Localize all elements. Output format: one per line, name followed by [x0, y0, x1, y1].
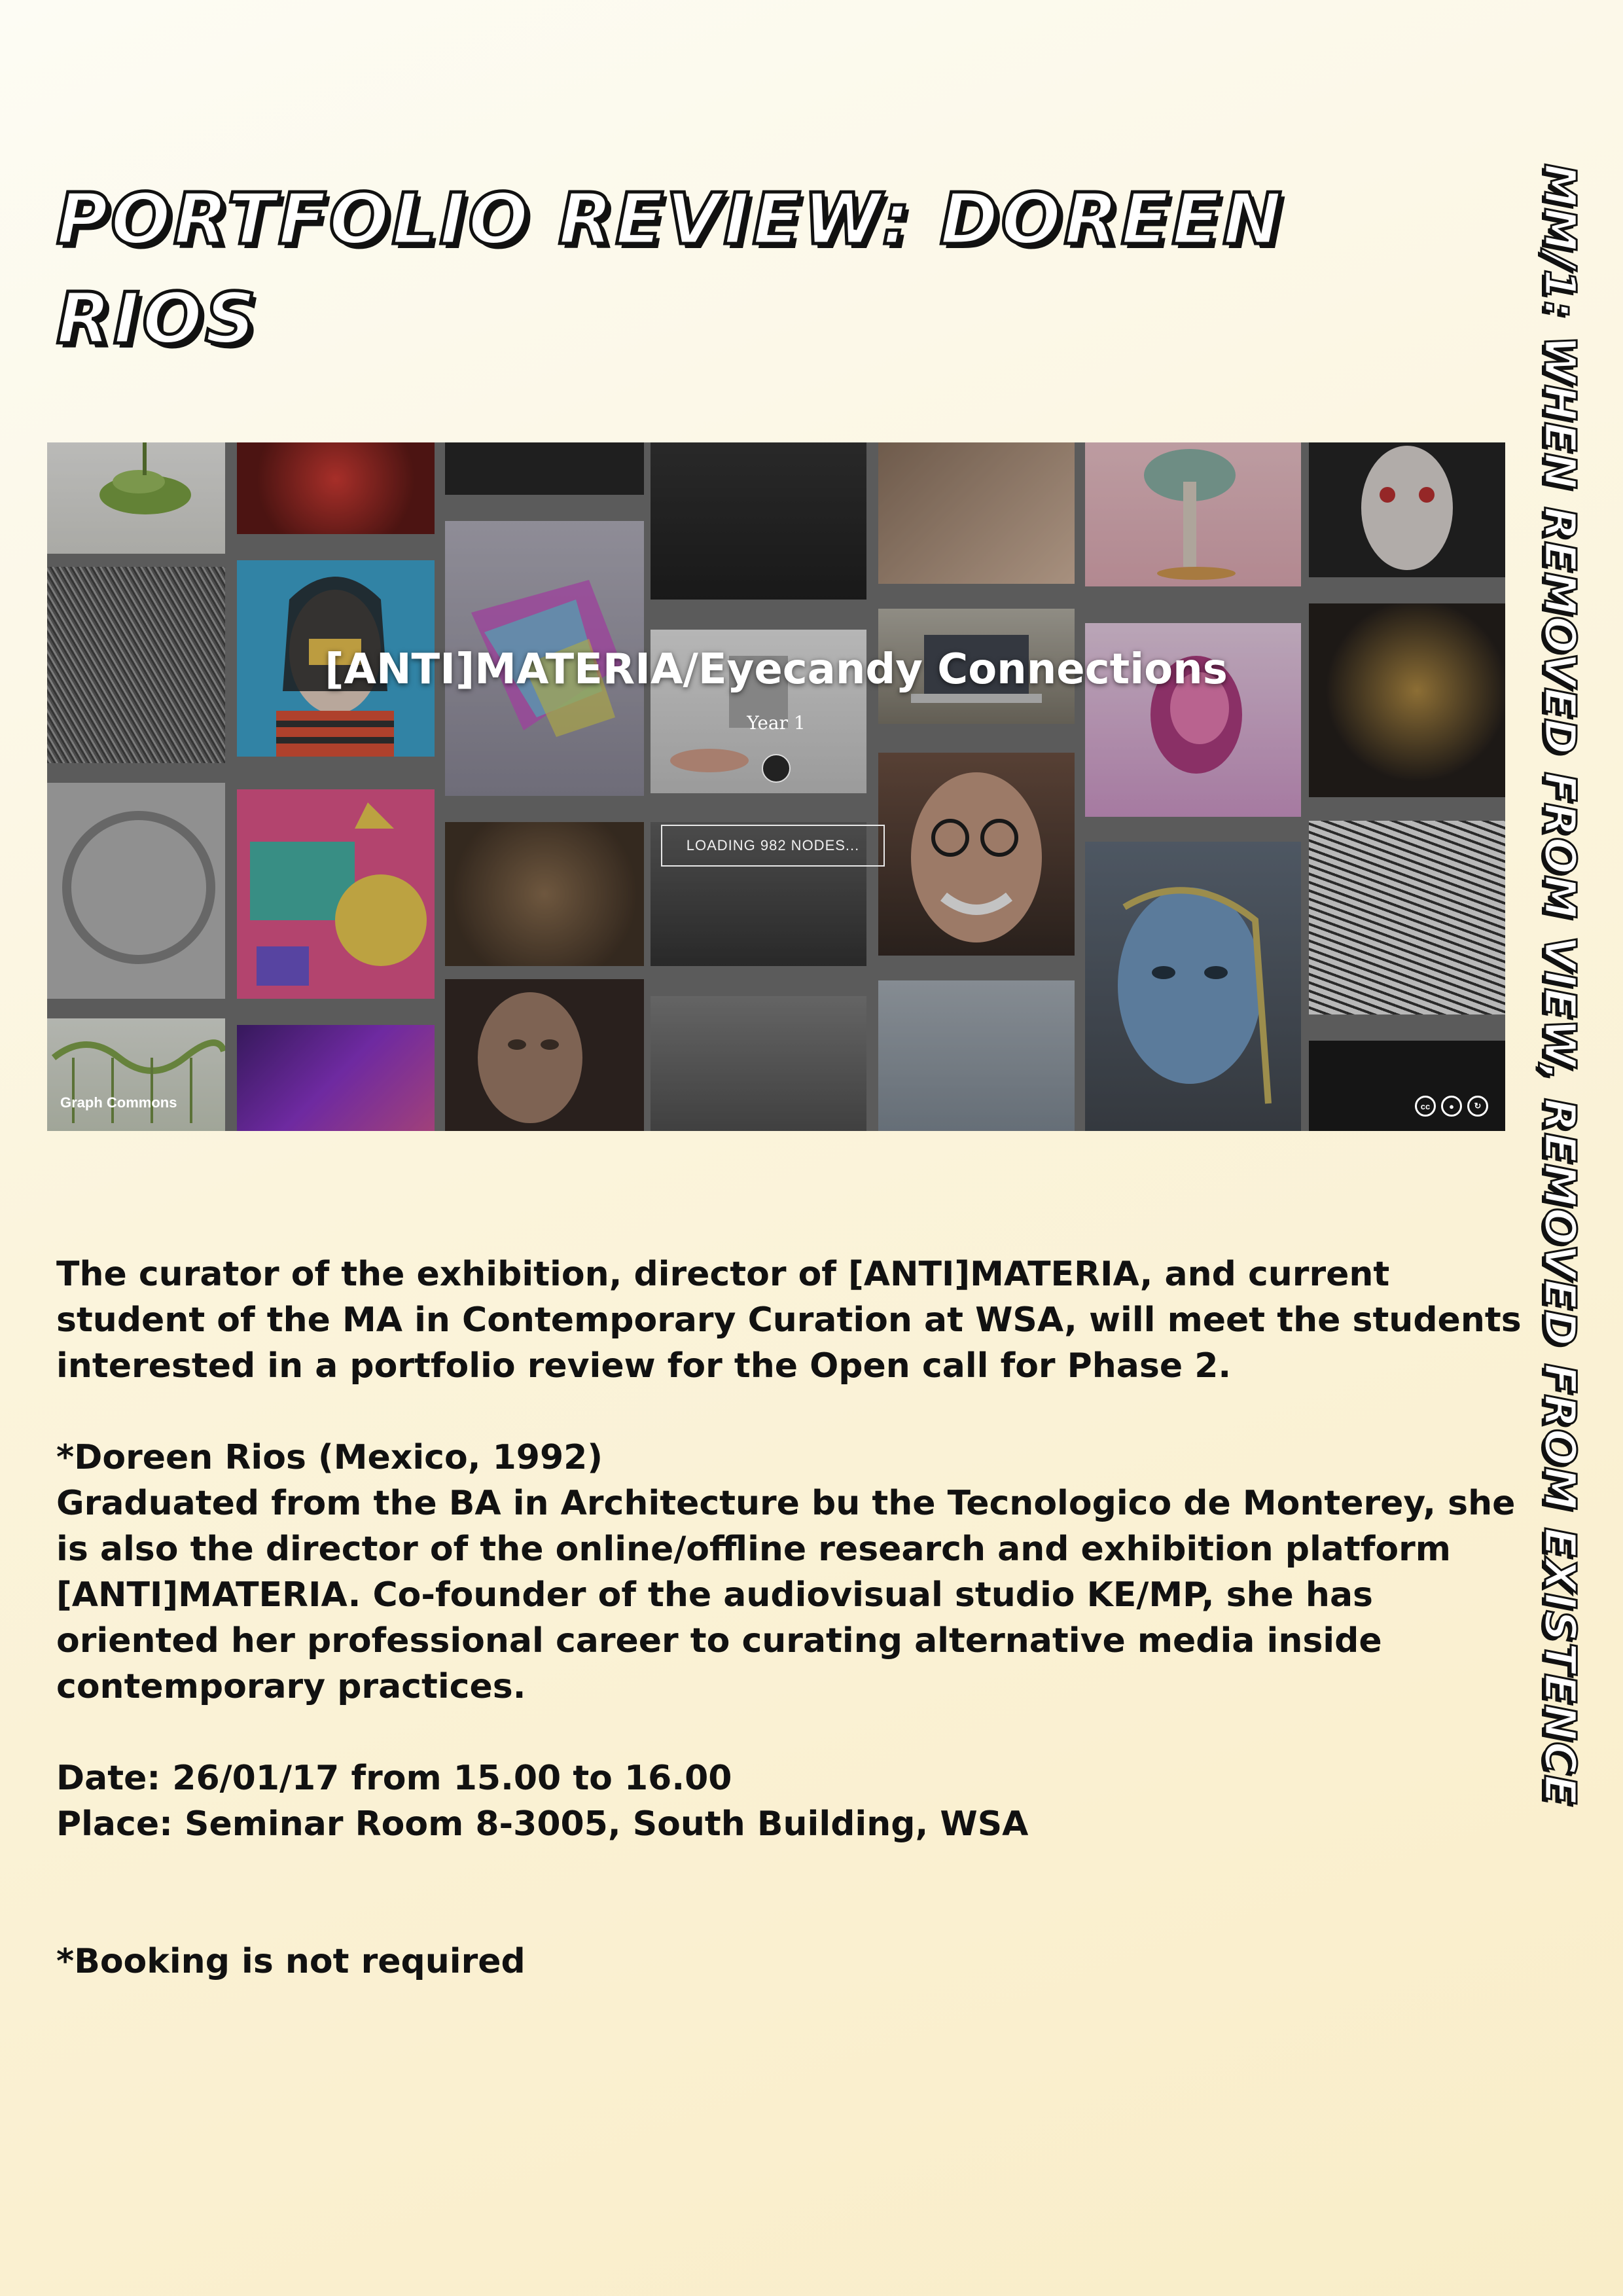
page-title: PORTFOLIO REVIEW: DOREEN RIOS: [56, 179, 1285, 360]
by-icon[interactable]: ●: [1441, 1096, 1462, 1117]
avatar[interactable]: [762, 754, 791, 783]
spacer: [56, 1389, 1522, 1435]
intro-paragraph: The curator of the exhibition, director of [ANTI]MATERIA, and current student of the MA in Contemporary Curation at WSA, will meet the students interested in a portfolio review for the Open call for Phase 2.: [56, 1255, 1522, 1386]
bio-paragraph: Graduated from the BA in Architecture bu the Tecnologico de Monterey, she is also the director of the online/offline research and exhibition platform [ANTI]MATERIA. Co-founder of the audiovisual studio KE/MP, she has oriented her professional career to curating alternative media inside contemporary practices.: [56, 1484, 1516, 1706]
event-place: Place: Seminar Room 8-3005, South Building, WSA: [56, 1804, 1029, 1844]
bio-heading: *Doreen Rios (Mexico, 1992): [56, 1438, 603, 1477]
spacer: [56, 1847, 1522, 1939]
image-overlay: [47, 442, 1505, 1131]
hero-subtitle: Year 1: [747, 712, 806, 734]
license-icons: [1415, 1096, 1488, 1117]
event-date: Date: 26/01/17 from 15.00 to 16.00: [56, 1759, 732, 1798]
event-description: [56, 1251, 1522, 1984]
share-alike-icon[interactable]: ↻: [1467, 1096, 1488, 1117]
side-title: MM/1: WHEN REMOVED FROM VIEW, REMOVED FROM EXISTENCE: [1535, 164, 1585, 1806]
spacer: [56, 1710, 1522, 1755]
brand-label[interactable]: Graph Commons: [60, 1094, 177, 1111]
loading-button[interactable]: LOADING 982 NODES...: [661, 825, 885, 867]
booking-note: *Booking is not required: [56, 1942, 526, 1981]
hero-image[interactable]: [47, 442, 1505, 1131]
hero-title: [ANTI]MATERIA/Eyecandy Connections: [325, 645, 1228, 694]
cc-icon[interactable]: cc: [1415, 1096, 1436, 1117]
